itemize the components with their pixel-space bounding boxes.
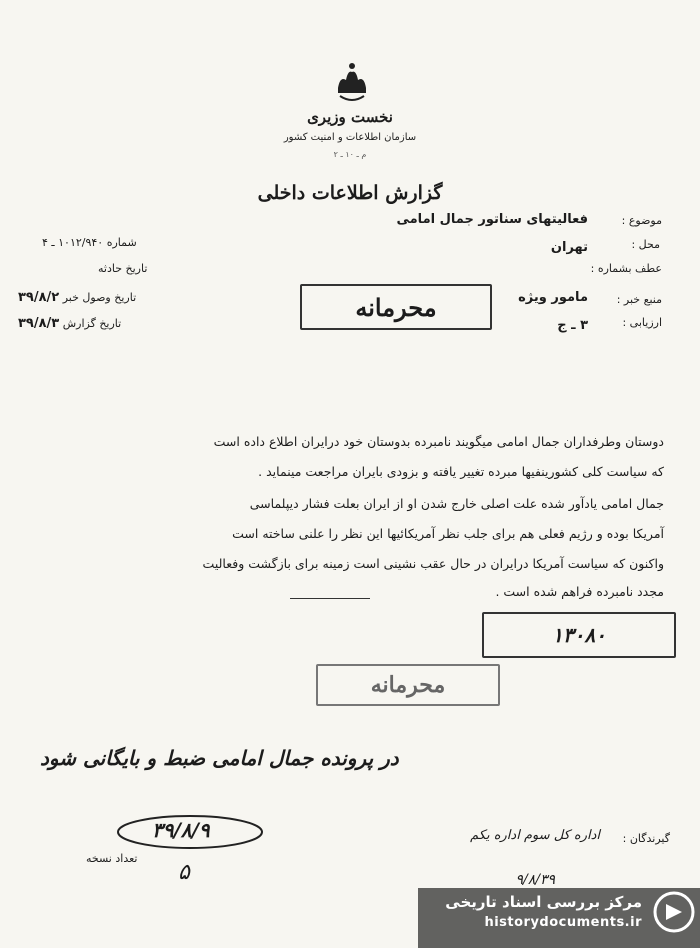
- signature-date: ۹/۸/۳۹: [515, 872, 555, 888]
- place-value: تهران: [550, 240, 588, 255]
- receive-date-value: ۳۹/۸/۲: [18, 290, 60, 305]
- body-line-3: جمال امامی یادآور شده علت اصلی خارج شدن او از ایران بعلت فشار دیپلماسی: [249, 496, 664, 511]
- crown-emblem-icon: [330, 58, 374, 108]
- confidential-stamp-faded: محرمانه: [316, 664, 500, 706]
- report-date-value: ۳۹/۸/۳: [18, 316, 60, 331]
- body-line-5: واکنون که سیاست آمریکا درایران در حال عقب نشینی است زمینه برای بازگشت وفعالیت: [202, 556, 664, 571]
- archive-logo-icon: [652, 890, 696, 934]
- copies-value: ۵: [178, 860, 190, 885]
- number-label: شماره: [106, 236, 137, 249]
- handwritten-date: ۳۹/۸/۹: [152, 818, 210, 842]
- number-field: [42, 236, 137, 249]
- source-value: مامور ویژه: [518, 290, 588, 305]
- org-subname: سازمان اطلاعات و امنیت کشور: [283, 132, 417, 143]
- org-code: م ـ ۱۰ ـ ۲: [333, 150, 367, 159]
- source-label: منبع خبر :: [616, 293, 662, 306]
- end-line-divider: [290, 598, 370, 599]
- copies-label: تعداد نسخه: [86, 852, 138, 865]
- report-date-field: [18, 316, 121, 331]
- evaluation-value: ۳ ـ ج: [557, 318, 588, 333]
- body-line-6: مجدد نامبرده فراهم شده است .: [495, 584, 664, 599]
- watermark-title: مرکز بررسی اسناد تاریخی: [445, 893, 642, 911]
- report-date-label: تاریخ گزارش: [62, 317, 122, 330]
- recipients-label: گیرندگان :: [622, 832, 670, 845]
- confidential-stamp: محرمانه: [300, 284, 492, 330]
- number-stamp: ۱۳۰۸۰: [482, 612, 676, 658]
- number-value: ۱۰۱۲/۹۴۰ ـ ۴: [42, 236, 104, 249]
- recipients-value: اداره کل سوم اداره یکم: [470, 828, 600, 843]
- receive-date-field: [18, 290, 136, 305]
- body-line-2: که سیاست کلی کشورینفیها مبرده تغییر یافته و بزودی بایران مراجعت مینماید .: [258, 464, 664, 479]
- report-title: گزارش اطلاعات داخلی: [257, 182, 443, 204]
- place-label: محل :: [631, 238, 660, 251]
- body-line-1: دوستان وطرفداران جمال امامی میگویند نامبرده بدوستان خود درایران اطلاع داده است: [213, 434, 664, 449]
- evaluation-label: ارزیابی :: [622, 316, 662, 329]
- subject-value: فعالیتهای سناتور جمال امامی: [396, 212, 588, 227]
- subject-label: موضوع :: [621, 214, 662, 227]
- body-line-4: آمریکا بوده و رژیم فعلی هم برای جلب نظر آمریکائیها این نظر را علنی ساخته است: [232, 526, 664, 541]
- reference-label: عطف بشماره :: [590, 262, 662, 275]
- handwritten-note: در پرونده جمال امامی ضبط و بایگانی شود: [40, 746, 399, 770]
- org-name: نخست وزیری: [307, 108, 393, 126]
- event-date-label: تاریخ حادثه: [98, 262, 148, 275]
- watermark-url[interactable]: historydocuments.ir: [484, 915, 642, 930]
- receive-date-label: تاریخ وصول خبر: [62, 291, 137, 304]
